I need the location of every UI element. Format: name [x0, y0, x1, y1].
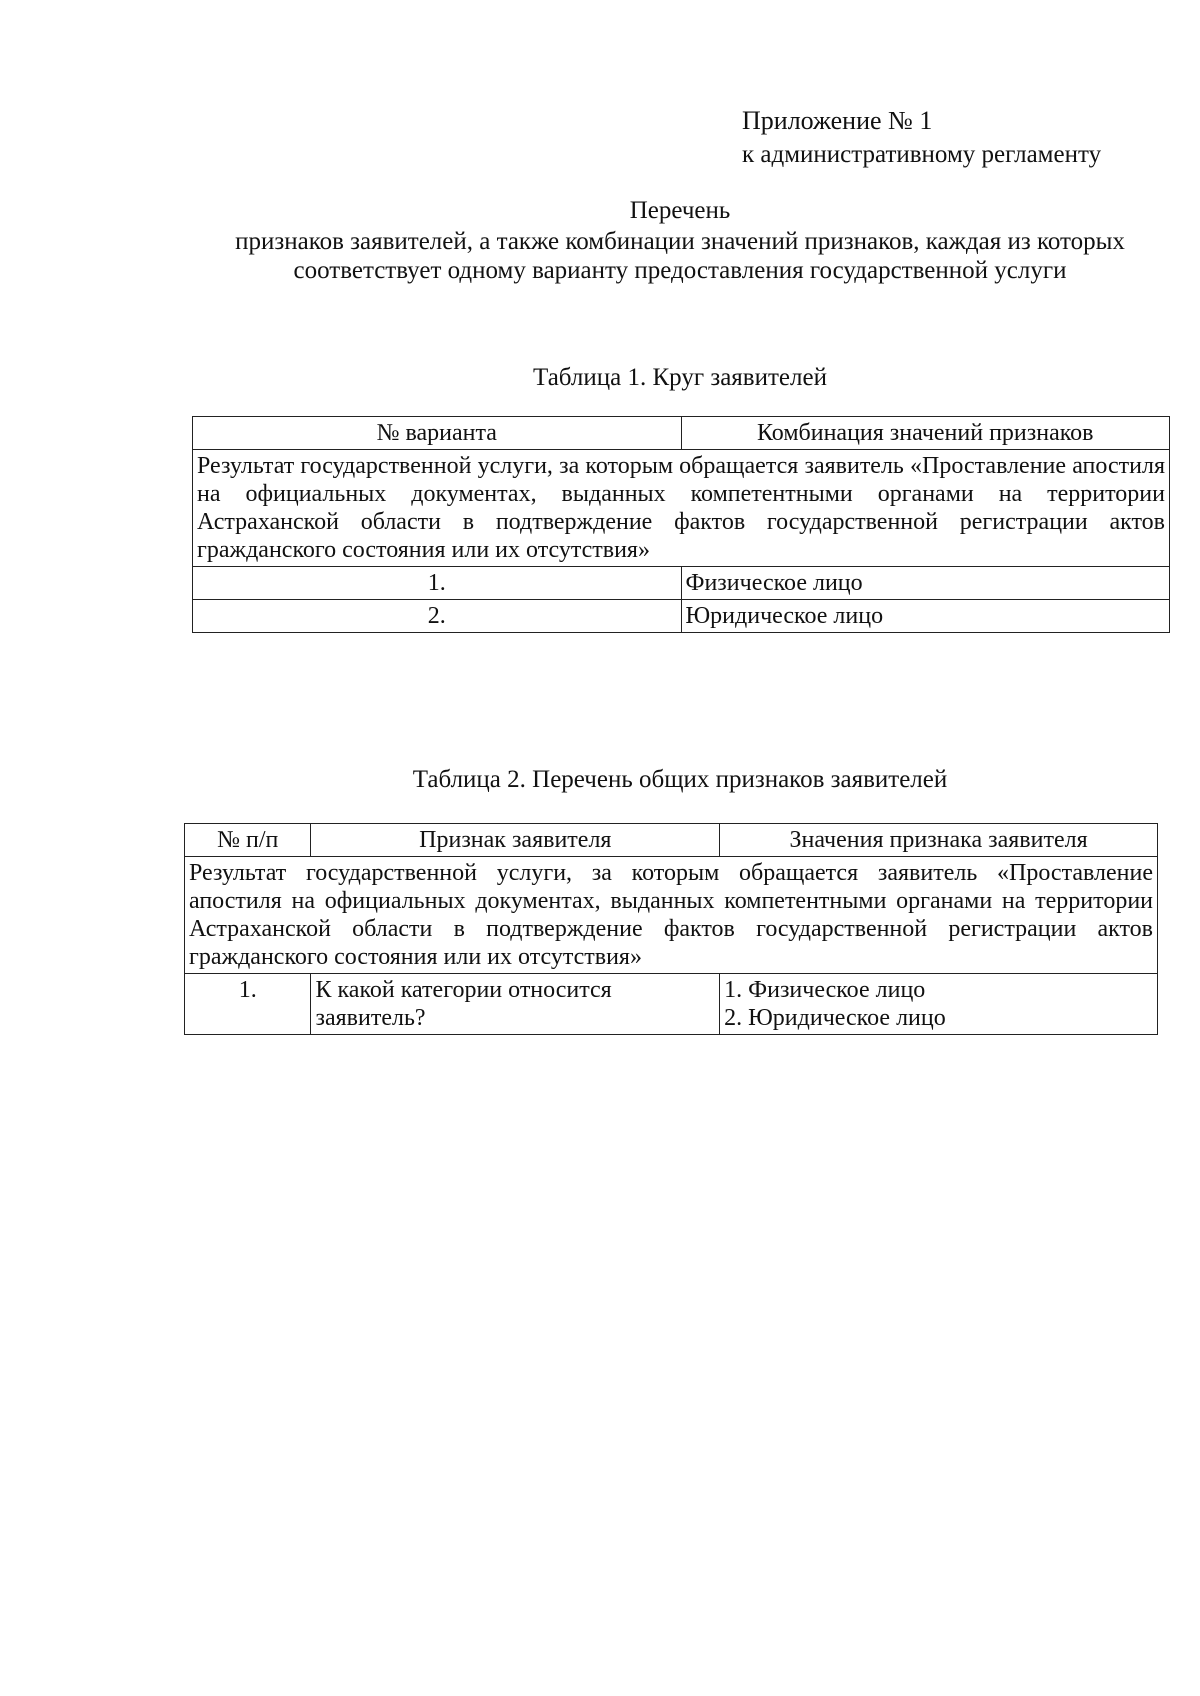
variant-value: Юридическое лицо [681, 600, 1170, 633]
heading-title: Перечень [629, 197, 731, 224]
table1-caption: Таблица 1. Круг заявителей [533, 364, 827, 391]
value-item: 2. Юридическое лицо [724, 1005, 946, 1031]
column-header: № варианта [193, 417, 682, 450]
column-header: Значения признака заявителя [720, 824, 1158, 857]
column-header: Признак заявителя [311, 824, 720, 857]
attribute-cell: К какой категории относится заявитель? [311, 974, 720, 1035]
table-header-row [193, 417, 1170, 450]
attributes-table [184, 823, 1158, 1035]
annex-block [742, 104, 1101, 172]
result-cell: Результат государственной услуги, за которым обращается заявитель «Проставление апостиля на официальных документах, выданных компетентными органами на территории Астраханской области в подтверждение фактов государственной регистрации актов гражданского состояния или их отсутствия» [193, 450, 1170, 567]
document-heading [200, 196, 1160, 285]
values-cell [720, 974, 1158, 1035]
table-row [193, 567, 1170, 600]
variant-number: 2. [193, 600, 682, 633]
annex-subtitle: к административному регламенту [742, 141, 1102, 168]
result-cell: Результат государственной услуги, за которым обращается заявитель «Проставление апостиля на официальных документах, выданных компетентными органами на территории Астраханской области в подтверждение фактов государственной регистрации актов гражданского состояния или их отсутствия» [185, 857, 1158, 974]
table-row [193, 600, 1170, 633]
variant-number: 1. [193, 567, 682, 600]
annex-title: Приложение № 1 [742, 106, 933, 135]
column-header: № п/п [185, 824, 311, 857]
applicants-table [192, 416, 1170, 633]
table-row [185, 857, 1158, 974]
table-row [193, 450, 1170, 567]
table-row [185, 974, 1158, 1035]
value-item: 1. Физическое лицо [724, 977, 926, 1003]
variant-value: Физическое лицо [681, 567, 1170, 600]
column-header: Комбинация значений признаков [681, 417, 1170, 450]
row-number: 1. [185, 974, 311, 1035]
heading-subtitle: признаков заявителей, а также комбинации значений признаков, каждая из которых соответствует одному варианту предоставления государственной услуги [235, 228, 1125, 284]
table-header-row [185, 824, 1158, 857]
table2-caption: Таблица 2. Перечень общих признаков заявителей [412, 766, 948, 793]
